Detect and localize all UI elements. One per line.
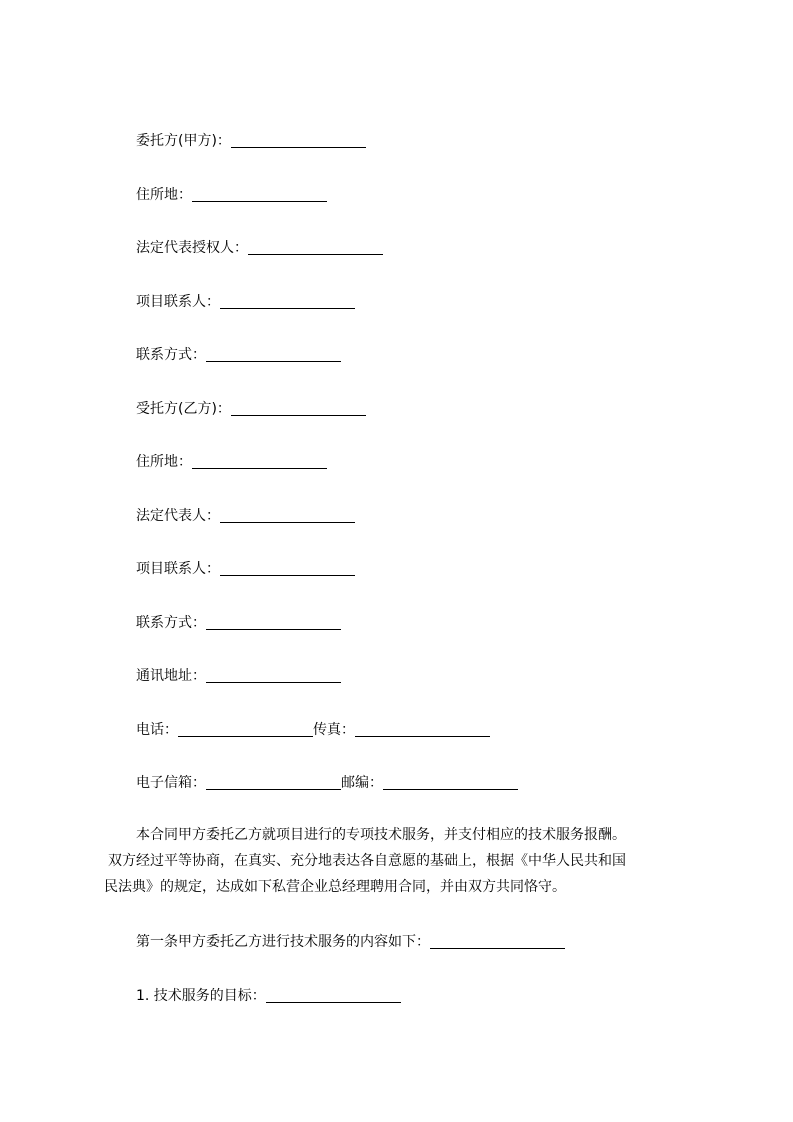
phone-blank[interactable] (178, 722, 313, 737)
client-address-row (136, 185, 327, 205)
intro-line-2: 双方经过平等协商，在真实、充分地表达各自意愿的基础上，根据《中华人民共和国 (108, 853, 626, 869)
postcode-blank[interactable] (383, 775, 518, 790)
article-1-row (136, 932, 565, 952)
client-address-blank[interactable] (192, 187, 327, 202)
client-address-label: 住所地： (136, 187, 192, 203)
mailing-address-row (136, 666, 341, 686)
contractor-contact-person-label: 项目联系人： (136, 561, 220, 577)
article-1-label: 第一条甲方委托乙方进行技术服务的内容如下： (136, 934, 430, 950)
contractor-representative-blank[interactable] (220, 508, 355, 523)
client-contact-person-row (136, 292, 355, 312)
client-contact-person-blank[interactable] (220, 294, 355, 309)
contractor-party-label: 受托方(乙方)： (136, 401, 231, 417)
intro-line-1: 本合同甲方委托乙方就项目进行的专项技术服务，并支付相应的技术服务报酬。 (136, 827, 626, 843)
client-contact-method-row (136, 345, 341, 365)
email-blank[interactable] (206, 775, 341, 790)
postcode-label: 邮编： (341, 775, 383, 791)
client-representative-label: 法定代表授权人： (136, 240, 248, 256)
contractor-address-label: 住所地： (136, 454, 192, 470)
contractor-contact-method-row (136, 613, 341, 633)
intro-paragraph (104, 822, 704, 900)
contractor-party-row (136, 399, 366, 419)
item-1-label: 1. 技术服务的目标： (136, 988, 266, 1004)
contractor-contact-method-label: 联系方式： (136, 615, 206, 631)
contractor-party-blank[interactable] (231, 401, 366, 416)
phone-label: 电话： (136, 722, 178, 738)
email-postcode-row (136, 773, 518, 793)
client-contact-method-blank[interactable] (206, 347, 341, 362)
contractor-address-blank[interactable] (192, 454, 327, 469)
contractor-address-row (136, 452, 327, 472)
client-party-blank[interactable] (231, 133, 366, 148)
client-party-label: 委托方(甲方)： (136, 133, 231, 149)
item-1-row (136, 986, 401, 1006)
client-representative-blank[interactable] (248, 240, 383, 255)
client-contact-person-label: 项目联系人： (136, 294, 220, 310)
item-1-blank[interactable] (266, 988, 401, 1003)
article-1-blank[interactable] (430, 934, 565, 949)
contractor-contact-person-blank[interactable] (220, 561, 355, 576)
contractor-representative-label: 法定代表人： (136, 508, 220, 524)
contractor-representative-row (136, 506, 355, 526)
contractor-contact-method-blank[interactable] (206, 615, 341, 630)
mailing-address-blank[interactable] (206, 668, 341, 683)
email-label: 电子信箱： (136, 775, 206, 791)
fax-label: 传真： (313, 722, 355, 738)
intro-line-3: 民法典》的规定，达成如下私营企业总经理聘用合同，并由双方共同恪守。 (104, 879, 566, 895)
client-representative-row (136, 238, 383, 258)
fax-blank[interactable] (355, 722, 490, 737)
mailing-address-label: 通讯地址： (136, 668, 206, 684)
contractor-contact-person-row (136, 559, 355, 579)
client-contact-method-label: 联系方式： (136, 347, 206, 363)
client-party-row (136, 131, 366, 151)
phone-fax-row (136, 720, 490, 740)
